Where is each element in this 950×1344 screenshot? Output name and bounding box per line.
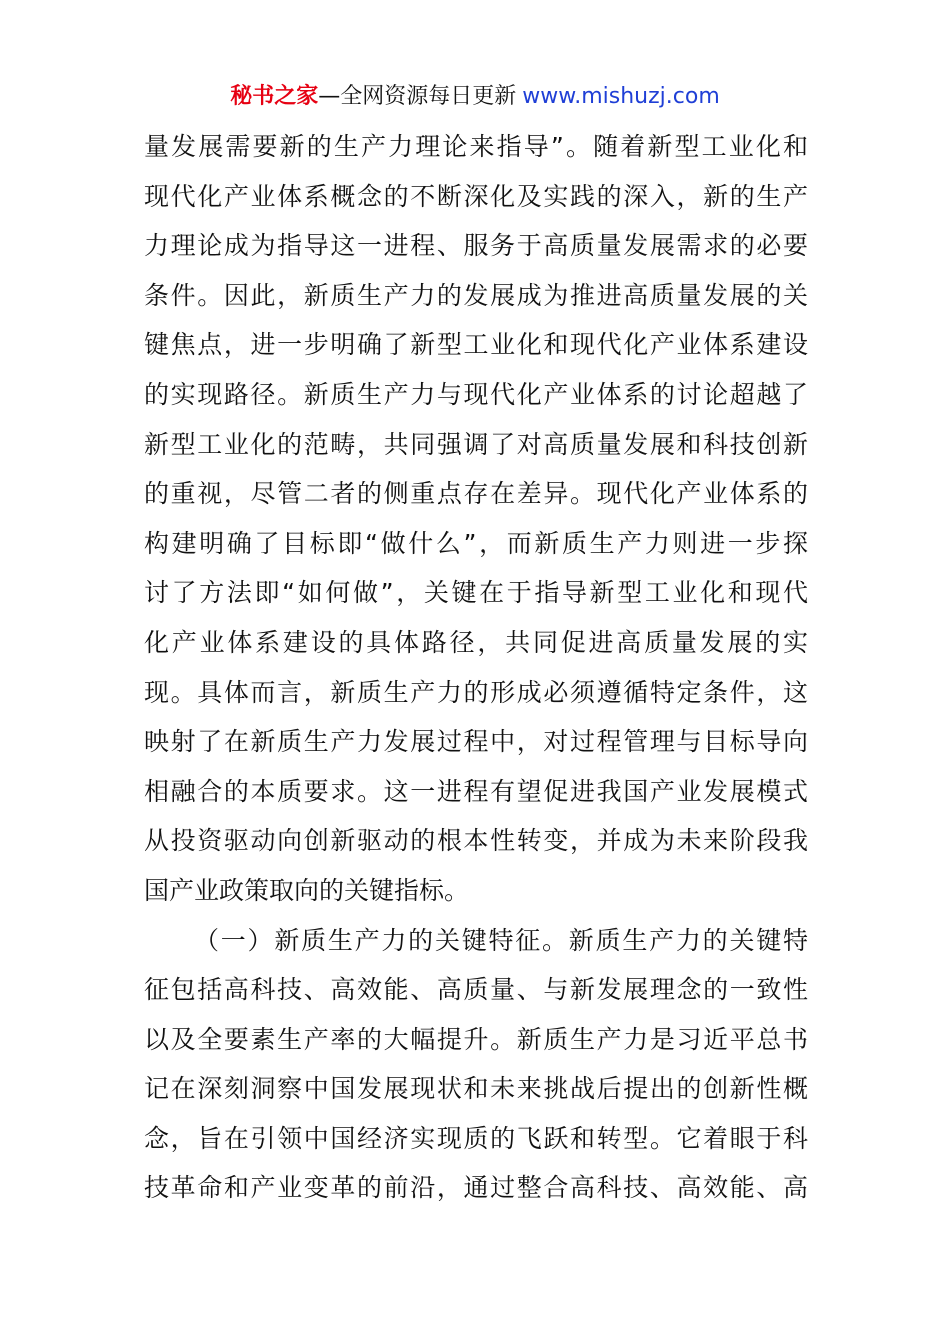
text-line: 从投资驱动向创新驱动的根本性转变，并成为未来阶段我 — [144, 826, 808, 856]
text-line: 相融合的本质要求。这一进程有望促进我国产业发展模式 — [144, 776, 808, 806]
text-line: 新型工业化的范畴，共同强调了对高质量发展和科技创新 — [144, 429, 808, 459]
text-line: 量发展需要新的生产力理论来指导”。随着新型工业化和 — [144, 132, 808, 161]
text-line: 讨了方法即“如何做”，关键在于指导新型工业化和现代 — [144, 578, 808, 608]
text-line: 念，旨在引领中国经济实现质的飞跃和转型。它着眼于科 — [144, 1123, 808, 1153]
text-line: 以及全要素生产率的大幅提升。新质生产力是习近平总书 — [144, 1024, 808, 1054]
text-line: 映射了在新质生产力发展过程中，对过程管理与目标导向 — [144, 727, 808, 757]
text-line: 国产业政策取向的关键指标。 — [144, 875, 470, 905]
text-line: 征包括高科技、高效能、高质量、与新发展理念的一致性 — [144, 975, 808, 1005]
text-line: 记在深刻洞察中国发展现状和未来挑战后提出的创新性概 — [144, 1074, 808, 1104]
text-line: 现代化产业体系概念的不断深化及实践的深入，新的生产 — [144, 181, 808, 211]
site-url-link[interactable]: www.mishuzj.com — [522, 84, 720, 109]
text-line: 条件。因此，新质生产力的发展成为推进高质量发展的关 — [144, 280, 808, 310]
text-line: 的重视，尽管二者的侧重点存在差异。现代化产业体系的 — [144, 479, 808, 509]
page-header — [0, 80, 950, 114]
text-line: 技革命和产业变革的前沿，通过整合高科技、高效能、高 — [144, 1173, 808, 1203]
brand-name: 秘书之家 — [230, 84, 319, 109]
text-line: 键焦点，进一步明确了新型工业化和现代化产业体系建设 — [144, 330, 808, 360]
header-tagline: —全网资源每日更新 — [318, 84, 517, 109]
paragraph — [144, 916, 808, 1214]
text-line: 化产业体系建设的具体路径，共同促进高质量发展的实 — [144, 627, 808, 657]
text-line-indented: （一）新质生产力的关键特征。新质生产力的关键特 — [194, 925, 808, 955]
text-line: 现。具体而言，新质生产力的形成必须遵循特定条件，这 — [144, 677, 808, 707]
paragraph — [144, 122, 808, 916]
text-line: 构建明确了目标即“做什么”，而新质生产力则进一步探 — [144, 528, 808, 558]
text-line: 的实现路径。新质生产力与现代化产业体系的讨论超越了 — [144, 379, 808, 409]
document-body — [144, 122, 808, 1213]
text-line: 力理论成为指导这一进程、服务于高质量发展需求的必要 — [144, 231, 808, 261]
